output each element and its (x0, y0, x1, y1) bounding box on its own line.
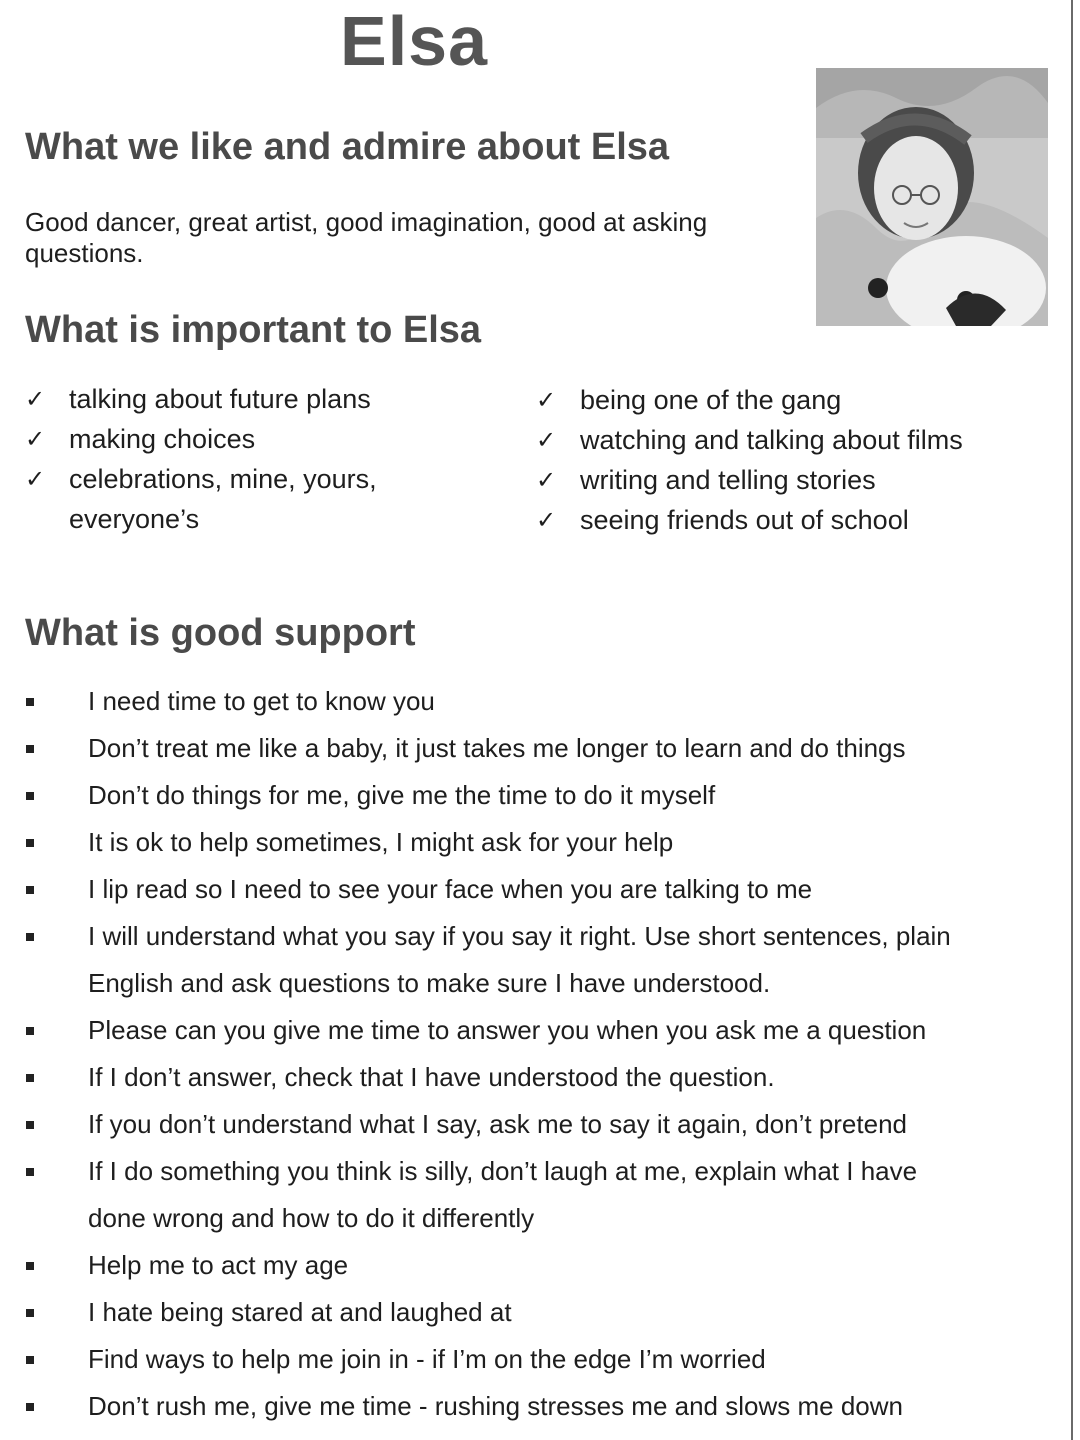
bullet-icon (26, 1309, 34, 1317)
check-icon: ✓ (536, 426, 557, 454)
bullet-icon (26, 1027, 34, 1035)
important-item: ✓ talking about future plans (25, 379, 399, 419)
bullet-icon (26, 886, 34, 894)
bullet-icon (26, 745, 34, 753)
important-item: ✓ writing and telling stories (536, 460, 963, 500)
photo-image (816, 68, 1048, 326)
support-heading: What is good support (25, 612, 416, 654)
bullet-icon (26, 1356, 34, 1364)
bullet-icon (26, 1262, 34, 1270)
bullet-icon (26, 1168, 34, 1176)
support-item: I will understand what you say if you say it right. Use short sentences, plain English and ask questions to make sure I have understood. (22, 913, 998, 1007)
elsa-photo (816, 68, 1048, 326)
support-item: Find ways to help me join in - if I’m on the edge I’m worried (22, 1336, 1022, 1383)
support-item: Help me to act my age (22, 1242, 1022, 1289)
important-item: ✓ being one of the gang (536, 380, 963, 420)
support-item: Please can you give me time to answer you when you ask me a question (22, 1007, 1022, 1054)
support-item: If you don’t understand what I say, ask me to say it again, don’t pretend (22, 1101, 1022, 1148)
bullet-icon (26, 933, 34, 941)
support-item: I hate being stared at and laughed at (22, 1289, 1022, 1336)
page-edge-rule (1071, 0, 1073, 1440)
bullet-icon (26, 1074, 34, 1082)
important-list-right (536, 380, 963, 540)
bullet-icon (26, 1121, 34, 1129)
page-title: Elsa (340, 2, 488, 80)
support-item: Don’t do things for me, give me the time to do it myself (22, 772, 1022, 819)
support-item: It is ok to help sometimes, I might ask for your help (22, 819, 1022, 866)
check-icon: ✓ (536, 386, 557, 414)
important-item: ✓ watching and talking about films (536, 420, 963, 460)
important-item: ✓ making choices (25, 419, 399, 459)
bullet-icon (26, 839, 34, 847)
important-heading: What is important to Elsa (25, 309, 482, 351)
check-icon: ✓ (536, 466, 557, 494)
admire-text: Good dancer, great artist, good imagination, good at asking questions. (25, 207, 708, 268)
bullet-icon (26, 698, 34, 706)
important-list-left (25, 379, 399, 539)
support-list (22, 678, 1022, 1430)
support-item: If I do something you think is silly, don’t laugh at me, explain what I have done wrong and how to do it differently (22, 1148, 978, 1242)
check-icon: ✓ (536, 506, 557, 534)
support-item: Don’t treat me like a baby, it just takes me longer to learn and do things (22, 725, 1022, 772)
support-item: I need time to get to know you (22, 678, 1022, 725)
check-icon: ✓ (25, 425, 46, 453)
check-icon: ✓ (25, 385, 46, 413)
admire-heading: What we like and admire about Elsa (25, 126, 670, 168)
support-item: If I don’t answer, check that I have understood the question. (22, 1054, 1022, 1101)
check-icon: ✓ (25, 465, 46, 493)
bullet-icon (26, 792, 34, 800)
important-item: ✓ celebrations, mine, yours, everyone’s (25, 459, 399, 539)
support-item: Don’t rush me, give me time - rushing stresses me and slows me down (22, 1383, 1022, 1430)
important-item: ✓ seeing friends out of school (536, 500, 963, 540)
bullet-icon (26, 1403, 34, 1411)
support-item: I lip read so I need to see your face when you are talking to me (22, 866, 1022, 913)
